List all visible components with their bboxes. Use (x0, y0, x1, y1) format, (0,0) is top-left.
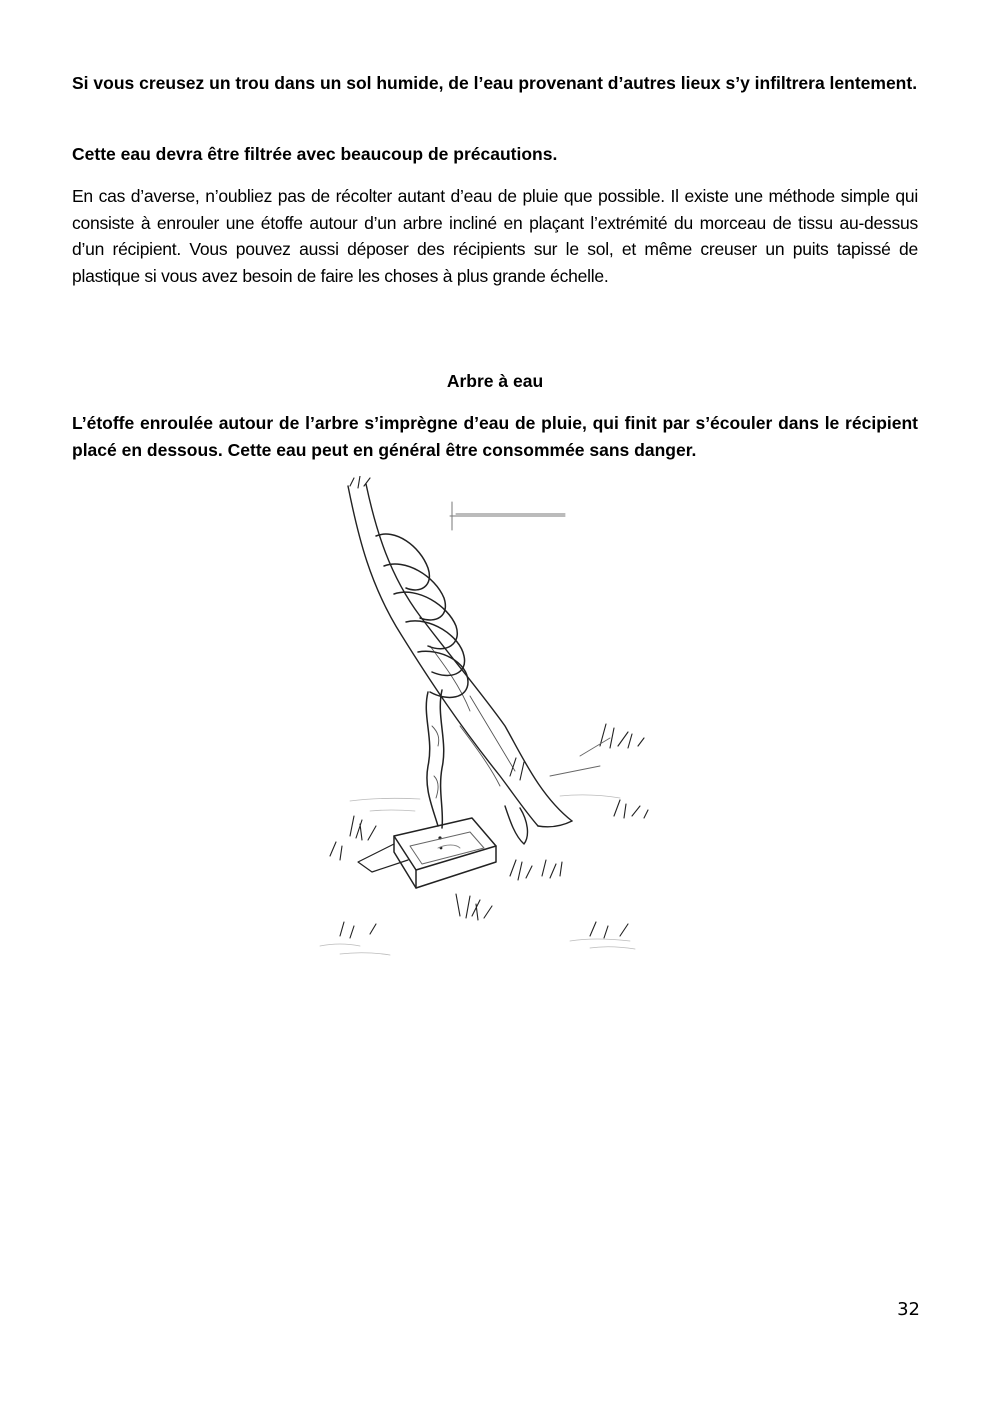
figure-heading: Arbre à eau (446, 371, 544, 391)
paragraph-wet-soil: Si vous creusez un trou dans un sol humide, de l’eau provenant d’autres lieux s’y infiltrera lentement. (72, 73, 918, 93)
page-number: 32 (897, 1299, 920, 1320)
water-container (358, 818, 496, 888)
ground-shading (320, 795, 635, 955)
figure-caption: L’étoffe enroulée autour de l’arbre s’imprègne d’eau de pluie, qui finit par s’écouler dans le récipient placé en dessous. Cette eau peut en général être consommée sans danger. (72, 413, 918, 460)
paragraph-filter-warning: Cette eau devra être filtrée avec beaucoup de précautions. (72, 144, 558, 164)
grass-tufts (330, 724, 648, 938)
paragraph-rain-collection: En cas d’averse, n’oubliez pas de récolter autant d’eau de pluie que possible. Il existe une méthode simple qui consiste à enrouler une étoffe autour d’un arbre incliné en plaçant l’extrémité du morceau de tissu au-dessus d’un récipient. Vous pouvez aussi déposer des récipients sur le sol, et même creuser un puits tapissé de plastique si vous avez besoin de faire les choses à plus grande échelle. (72, 186, 918, 286)
water-tree-illustration (310, 476, 670, 976)
tree-trunk (348, 476, 572, 844)
branch-sketch (450, 502, 565, 530)
